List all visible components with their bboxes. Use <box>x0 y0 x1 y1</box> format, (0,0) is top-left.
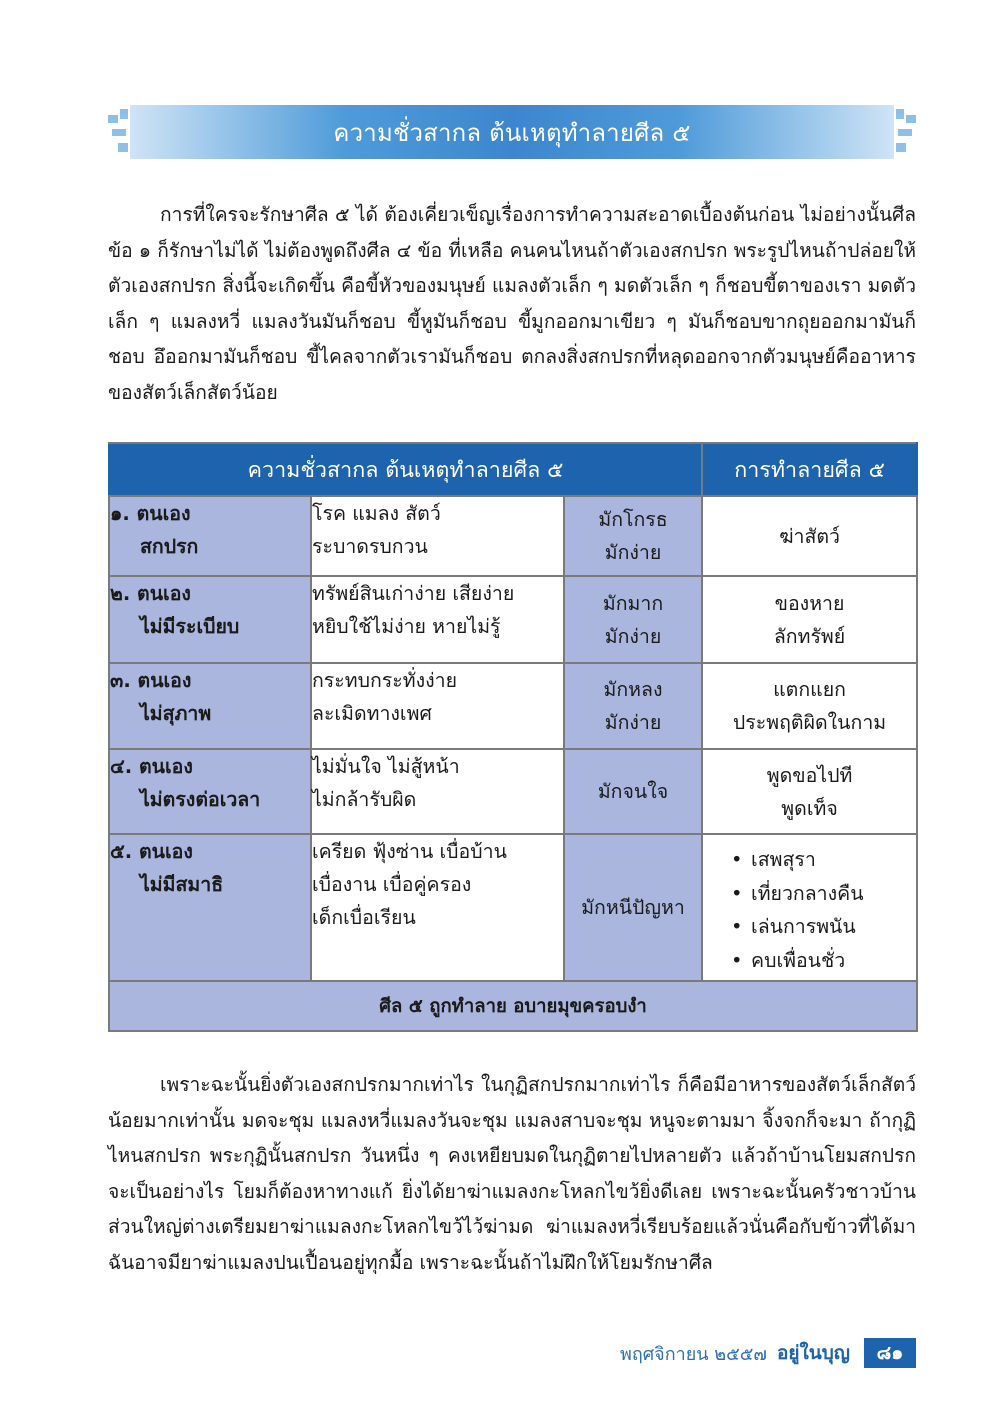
table-header-row <box>109 443 917 496</box>
row-label-line1: ๔. ตนเอง <box>110 755 193 778</box>
result-line: ลักทรัพย์ <box>773 624 846 648</box>
row-result-bullets <box>702 834 917 981</box>
row-label-line2: ไม่มีสมาธิ <box>140 873 224 896</box>
habit-line: มักหนีปัญหา <box>581 896 685 919</box>
table-footer: ศีล ๕ ถูกทำลาย อบายมุขครอบงำ <box>109 981 917 1031</box>
table-row <box>109 749 917 834</box>
row-cause <box>311 749 564 834</box>
cause-line: หยิบใช้ไม่ง่าย หายไม่รู้ <box>312 615 501 638</box>
banner-decoration <box>120 109 128 119</box>
habit-line: มักโกรธ <box>598 508 668 531</box>
cause-line: โรค แมลง สัตว์ <box>312 502 441 525</box>
paragraph-intro <box>108 197 916 410</box>
cause-line: ไม่มั่นใจ ไม่สู้หน้า <box>312 755 460 778</box>
magazine-name: อยู่ในบุญ <box>776 1342 850 1364</box>
result-line: ของหาย <box>774 591 845 615</box>
banner-decoration <box>906 115 916 123</box>
paragraph-body <box>108 1067 916 1280</box>
banner-decoration <box>896 109 904 119</box>
table-footer-row <box>109 981 917 1031</box>
table-row <box>109 496 917 576</box>
cause-line: เครียด ฟุ้งซ่าน เบื่อบ้าน <box>312 840 507 863</box>
banner-decoration <box>112 129 126 136</box>
banner-decoration <box>896 143 906 152</box>
bullet-item: • เสพสุรา <box>731 843 916 877</box>
row-cause <box>311 496 564 576</box>
row-cause <box>311 834 564 981</box>
paragraph-body-text: เพราะฉะนั้นยิ่งตัวเองสกปรกมากเท่าไร ในกุฏิสกปรกมากเท่าไร ก็คือมีอาหารของสัตว์เล็กสัตว์น้อยมากเท่านั้น มดจะชุม แมลงหวี่แมลงวันจะชุม แมลงสาบจะชุม หนูจะตามมา จิ้งจกก็จะมา ถ้ากุฏิไหนสกปรก พระกุฏินั้นสกปรก วันหนึ่ง ๆ คงเหยียบมดในกุฏิตายไปหลายตัว แล้วถ้าบ้านโยมสกปรกจะเป็นอย่างไร โยมก็ต้องหาทางแก้ ยิ่งได้ยาฆ่าแมลงกะโหลกไขว้ยิ่งดีเลย เพราะฉะนั้นครัวชาวบ้านส่วนใหญ่ต่างเตรียมยาฆ่าแมลงกะโหลกไขว้ไว้ฆ่ามด ฆ่าแมลงหวี่เรียบร้อยแล้วนั่นคือกับข้าวที่ได้มาฉันอาจมียาฆ่าแมลงปนเปื้อนอยู่ทุกมื้อ เพราะฉะนั้นถ้าไม่ฝึกให้โยมรักษาศีล <box>108 1073 916 1274</box>
row-cause <box>311 576 564 663</box>
row-cause <box>311 663 564 749</box>
result-line: ประพฤติผิดในกาม <box>732 711 887 734</box>
issue-date: พฤศจิกายน ๒๕๕๗ <box>619 1343 767 1365</box>
table-row <box>109 663 917 749</box>
page-title: ความชั่วสากล ต้นเหตุทำลายศีล ๕ <box>333 118 691 147</box>
row-result <box>702 749 917 834</box>
banner-decoration <box>108 115 118 123</box>
habit-line: มักง่าย <box>604 624 662 648</box>
banner-decoration <box>898 129 912 136</box>
row-label-line2: ไม่ตรงต่อเวลา <box>140 788 261 811</box>
result-line: ฆ่าสัตว์ <box>779 524 840 548</box>
row-habit <box>564 834 702 981</box>
row-label-line1: ๒. ตนเอง <box>110 582 191 605</box>
precepts-table <box>108 442 918 1032</box>
row-label-line2: ไม่มีระเบียบ <box>140 615 240 638</box>
table-header-causes: ความชั่วสากล ต้นเหตุทำลายศีล ๕ <box>109 443 702 496</box>
cause-line: กระทบกระทั่งง่าย <box>312 669 458 692</box>
bullet-item: • เล่นการพนัน <box>731 910 916 944</box>
habit-line: มักหลง <box>603 678 663 701</box>
row-label-line1: ๑. ตนเอง <box>110 502 191 525</box>
row-label-line1: ๓. ตนเอง <box>110 669 192 692</box>
row-label-line2: สกปรก <box>140 535 199 558</box>
habit-line: มักง่าย <box>604 541 662 564</box>
cause-line: ทรัพย์สินเก่าง่าย เสียง่าย <box>312 582 515 605</box>
banner-decoration <box>118 143 128 152</box>
cause-line: ละเมิดทางเพศ <box>312 702 432 725</box>
page-number: ๘๑ <box>864 1338 916 1368</box>
row-habit <box>564 749 702 834</box>
habit-line: มักมาก <box>602 591 664 615</box>
cause-line: ระบาดรบกวน <box>312 535 428 558</box>
title-banner <box>108 105 916 159</box>
cause-line: เด็กเบื่อเรียน <box>312 906 416 929</box>
row-habit <box>564 496 702 576</box>
row-label <box>109 749 311 834</box>
result-line: พูดเท็จ <box>781 796 838 820</box>
banner-bar <box>130 105 894 159</box>
table-header-destruction: การทำลายศีล ๕ <box>702 443 917 496</box>
bullet-item: • คบเพื่อนชั่ว <box>731 944 916 978</box>
page-footer <box>620 1338 916 1368</box>
table-row <box>109 834 917 981</box>
row-result <box>702 663 917 749</box>
row-habit <box>564 663 702 749</box>
row-label-line2: ไม่สุภาพ <box>140 702 212 725</box>
row-label-line1: ๕. ตนเอง <box>110 840 193 863</box>
habit-line: มักง่าย <box>604 711 662 734</box>
row-habit <box>564 576 702 663</box>
habit-line: มักจนใจ <box>597 780 669 803</box>
row-result <box>702 576 917 663</box>
row-label <box>109 576 311 663</box>
paragraph-intro-text: การที่ใครจะรักษาศีล ๕ ได้ ต้องเคี่ยวเข็ญเรื่องการทำความสะอาดเบื้องต้นก่อน ไม่อย่างนั้นศีลข้อ ๑ ก็รักษาไม่ได้ ไม่ต้องพูดถึงศีล ๔ ข้อ ที่เหลือ คนคนไหนถ้าตัวเองสกปรก พระรูปไหนถ้าปล่อยให้ตัวเองสกปรก สิ่งนี้จะเกิดขึ้น คือขี้หัวของมนุษย์ แมลงตัวเล็ก ๆ มดตัวเล็ก ๆ ก็ชอบขี้ตาของเรา มดตัวเล็ก ๆ แมลงหวี่ แมลงวันมันก็ชอบ ขี้หูมันก็ชอบ ขี้มูกออกมาเขียว ๆ มันก็ชอบขากถุยออกมามันก็ชอบ อึออกมามันก็ชอบ ขี้ไคลจากตัวเรามันก็ชอบ ตกลงสิ่งสกปรกที่หลุดออกจากตัวมนุษย์คืออาหารของสัตว์เล็กสัตว์น้อย <box>108 203 916 404</box>
cause-line: เบื่องาน เบื่อคู่ครอง <box>312 873 472 896</box>
table-row <box>109 576 917 663</box>
cause-line: ไม่กล้ารับผิด <box>312 788 417 811</box>
row-label <box>109 496 311 576</box>
result-line: แตกแยก <box>773 678 846 701</box>
row-result <box>702 496 917 576</box>
row-label <box>109 663 311 749</box>
result-line: พูดขอไปที <box>766 763 853 787</box>
bullet-item: • เที่ยวกลางคืน <box>731 877 916 911</box>
row-label <box>109 834 311 981</box>
